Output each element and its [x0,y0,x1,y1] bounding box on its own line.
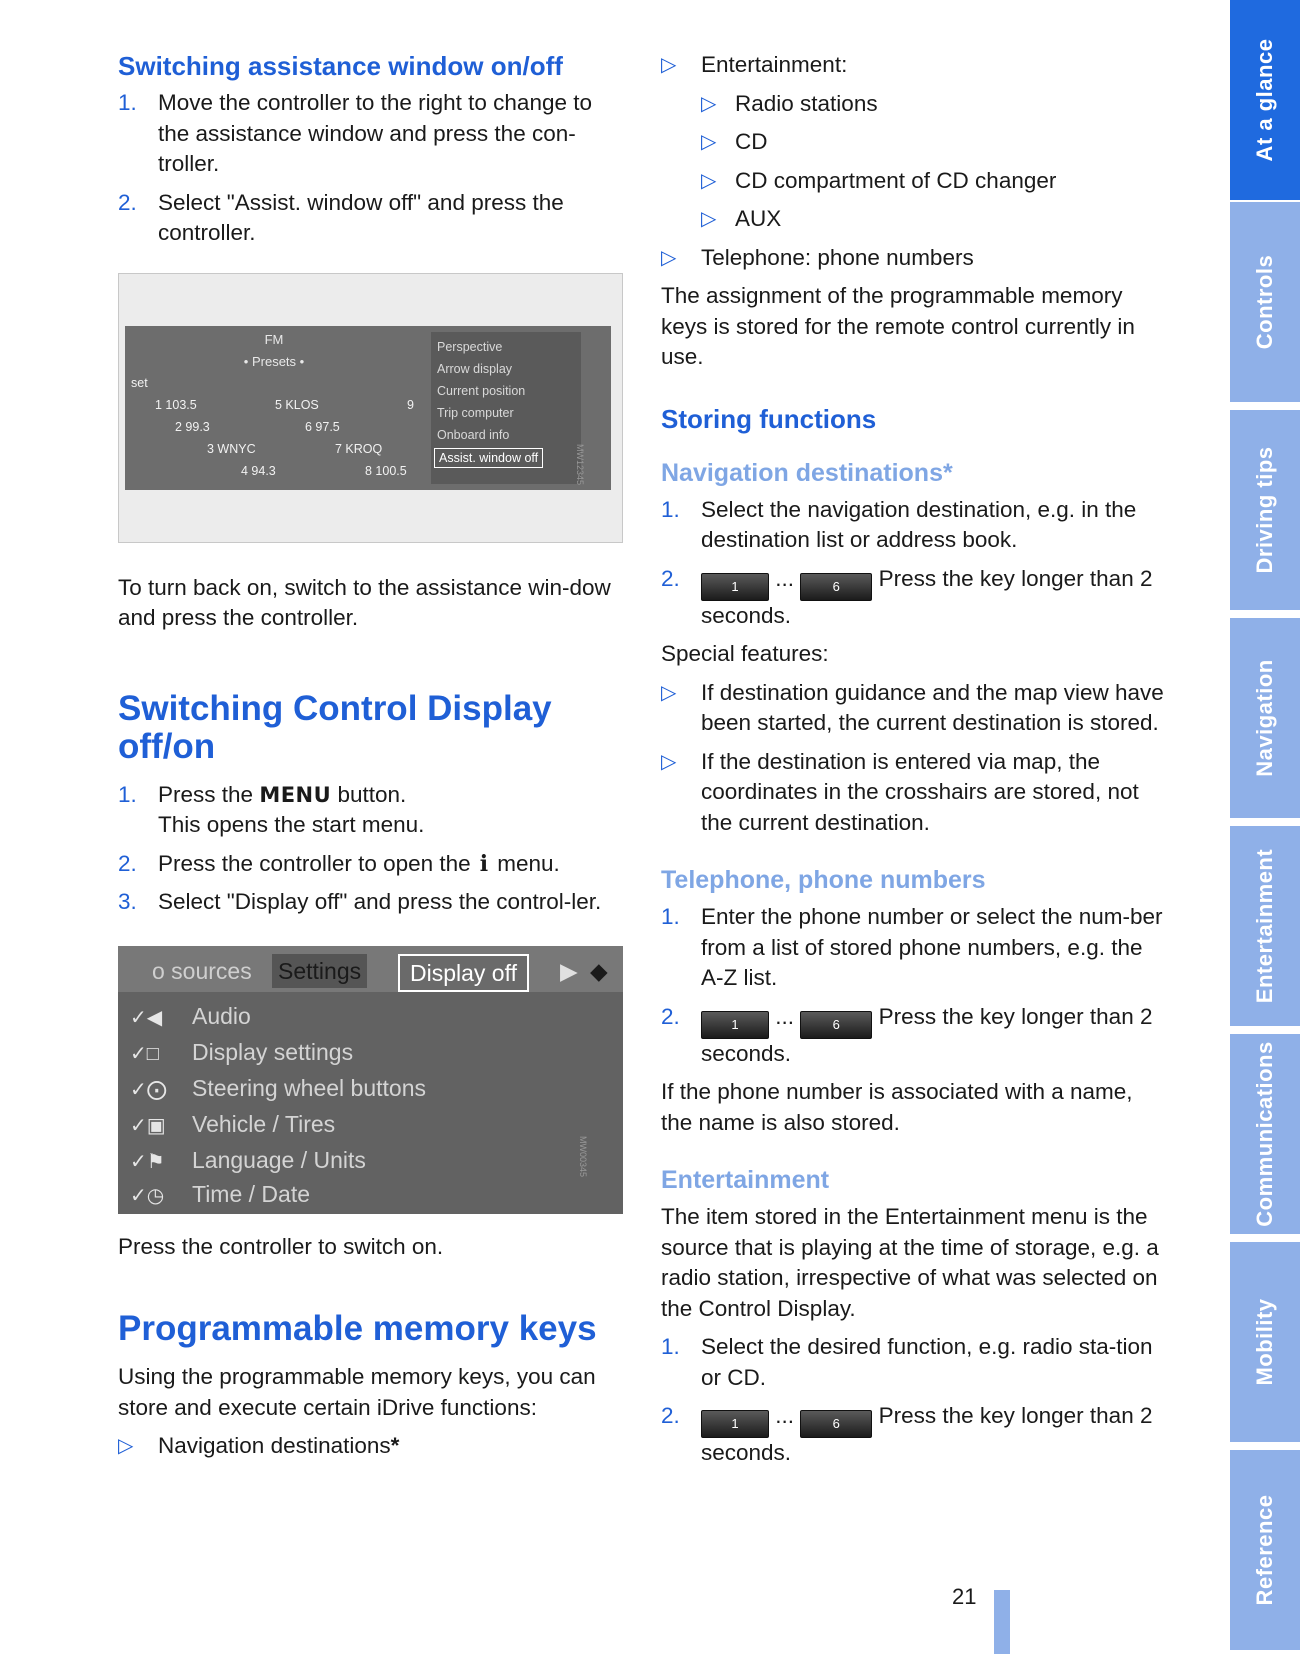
set-label: set [131,375,148,390]
tel-heading: Telephone, phone numbers [661,866,986,894]
asterisk: * [390,1433,400,1458]
settings-row-audio: ✓◀ Audio [130,998,251,1034]
triangle-bullet-icon: ▷ [118,1435,134,1457]
tabs-bar [118,946,623,992]
tab-display-off: Display off [398,954,529,992]
assistance-window-screenshot [118,273,623,543]
memory-key-1: 1 [701,573,769,601]
triangle-bullet-icon: ▷ [661,246,677,269]
memory-key-6: 6 [800,573,872,601]
triangle-bullet-icon: ▷ [701,169,717,192]
display-icon: ✓□ [130,1042,159,1065]
triangle-bullet-icon: ▷ [701,92,717,115]
triangle-bullet-icon: ▷ [701,131,717,153]
list-item: 1. Select the navigation destination, e.g. in the destination list or address book. [661,496,1137,552]
settings-row-steering: ✓⨀ Steering wheel buttons [130,1070,426,1106]
switch-on-text: Press the controller to switch on. [118,1233,444,1259]
station: 3 WNYC [207,441,256,456]
tab-navigation[interactable]: Navigation [1230,618,1300,820]
menu-item-selected: Assist. window off [434,448,543,468]
list-item: 2. Select "Assist. window off" and press the controller. [118,189,564,245]
memory-key-1: 1 [701,1011,769,1039]
station: 1 103.5 [155,397,197,412]
list-item: ▷ AUX [701,204,1166,235]
station: 4 94.3 [241,463,276,478]
chapter-tabs [1228,0,1300,1654]
list-item: ▷ CD [701,127,1166,158]
image-code: MW00345 [577,1135,588,1177]
tab-entertainment[interactable]: Entertainment [1230,826,1300,1028]
list-item: 1. Move the controller to the right to change to the assistance window and press the con-troller. [118,90,593,176]
entertainment-sublist [701,89,1166,235]
triangle-bullet-icon: ▷ [661,750,677,773]
left-column [118,50,623,1470]
station: 7 KROQ [335,441,383,456]
assist-steps [118,88,623,249]
list-item: 1. Enter the phone number or select the num-ber from a list of stored phone numbers, e.g. the A-Z list. [661,904,1163,990]
tab-mobility[interactable]: Mobility [1230,1242,1300,1444]
assignment-text: The assignment of the programmable memory keys is stored for the remote control currently in use. [661,283,1135,369]
list-item: ▷ Radio stations [701,89,1166,120]
display-steps [118,780,623,918]
list-item: ▷ Telephone: phone numbers [661,243,1166,274]
list-item: ▷ If the destination is entered via map, the coordinates in the crosshairs are stored, not the current destination. [661,748,1139,835]
page-marker [994,1590,1010,1654]
tel-name-text: If the phone number is associated with a name, the name is also stored. [661,1079,1133,1135]
station: 5 KLOS [275,397,319,412]
ent-heading: Entertainment [661,1166,830,1194]
clock-icon: ✓◷ [130,1184,165,1207]
turn-back-text: To turn back on, switch to the assistance win-dow and press the controller. [118,574,611,630]
prog-list [118,1431,623,1462]
tab-settings: Settings [272,954,367,988]
steering-wheel-icon: ✓⨀ [130,1078,167,1101]
tab-reference[interactable]: Reference [1230,1450,1300,1652]
station: 6 97.5 [305,419,340,434]
assist-heading: Switching assistance window on/off [118,51,563,81]
list-item: ▷ CD compartment of CD changer [701,166,1166,197]
menu-item: Arrow display [437,361,513,376]
list-item: ▷ Entertainment: ▷ Radio stations ▷ CD ▷ CD compartment of CD changer ▷ AUX [661,50,1166,235]
car-icon: ✓▣ [130,1114,166,1137]
controller-icon: ◆ [590,957,608,984]
memory-key-6: 6 [800,1410,872,1438]
settings-row-display: ✓□ Display settings [130,1034,353,1070]
station: 2 99.3 [175,419,210,434]
triangle-bullet-icon: ▷ [661,681,677,704]
station: 9 [407,397,414,412]
station: 8 100.5 [365,463,407,478]
tab-communications[interactable]: Communications [1230,1034,1300,1236]
list-item: 3. Select "Display off" and press the control-ler. [118,889,602,914]
list-item: 2. 1 ... 6 Press the key longer than 2 seconds. [661,1003,1153,1066]
tab-sources: o sources [152,957,252,984]
info-icon: i [479,850,489,877]
nav-steps [661,495,1166,632]
settings-row-language: ✓⚑ Language / Units [130,1142,366,1178]
menu-item: Trip computer [437,405,514,420]
assist-menu [431,332,581,484]
fm-bar: FM [264,331,284,347]
list-item: 2. 1 ... 6 Press the key longer than 2 seconds. [661,1403,1153,1465]
right-column [661,50,1166,1477]
display-heading: Switching Control Display off/on [118,688,552,766]
prog-intro: Using the programmable memory keys, you can store and execute certain iDrive functions: [118,1364,596,1420]
special-features-list [661,678,1166,839]
ent-text: The item stored in the Entertainment menu is the source that is playing at the time of storage, e.g. a radio station, irrespective of what was selected on the Control Display. [661,1204,1159,1321]
play-icon: ▶ [560,957,578,984]
flag-icon: ✓⚑ [130,1150,165,1173]
list-item: ▷ If destination guidance and the map view have been started, the current destination is stored. [661,679,1164,735]
page-number: 21 [952,1584,977,1609]
list-item: ▷ Navigation destinations* [118,1431,623,1462]
audio-icon: ✓◀ [130,1006,163,1029]
tab-controls[interactable]: Controls [1230,202,1300,404]
special-features-label: Special features: [661,641,829,666]
list-item: 1. Press the MENU button. This opens the start menu. [118,781,425,837]
settings-menu-screenshot [118,946,623,1214]
menu-item: Onboard info [437,427,510,442]
menu-item: Perspective [437,339,503,354]
tel-steps [661,902,1166,1069]
list-item: 1. Select the desired function, e.g. radio sta-tion or CD. [661,1334,1153,1390]
prog-heading: Programmable memory keys [118,1309,597,1348]
list-item: 2. 1 ... 6 Press the key longer than 2 seconds. [661,565,1153,628]
storing-heading: Storing functions [661,403,877,434]
tab-at-a-glance[interactable]: At a glance [1230,0,1300,202]
prog-list-continued [661,50,1166,273]
memory-key-6: 6 [800,1011,872,1039]
triangle-bullet-icon: ▷ [701,208,717,230]
menu-button-label: MENU [259,782,332,807]
nav-heading: Navigation destinations* [661,458,953,487]
menu-item: Current position [437,383,526,398]
list-item: 2. Press the controller to open the i menu. [118,849,623,880]
settings-row-time: ✓◷ Time / Date [130,1176,310,1212]
image-code: MW12345 [574,443,585,485]
memory-key-1: 1 [701,1410,769,1438]
tab-driving-tips[interactable]: Driving tips [1230,410,1300,612]
settings-row-vehicle: ✓▣ Vehicle / Tires [130,1106,335,1142]
presets-bar: • Presets • [243,353,305,369]
triangle-bullet-icon: ▷ [661,54,677,76]
ent-steps [661,1332,1166,1469]
